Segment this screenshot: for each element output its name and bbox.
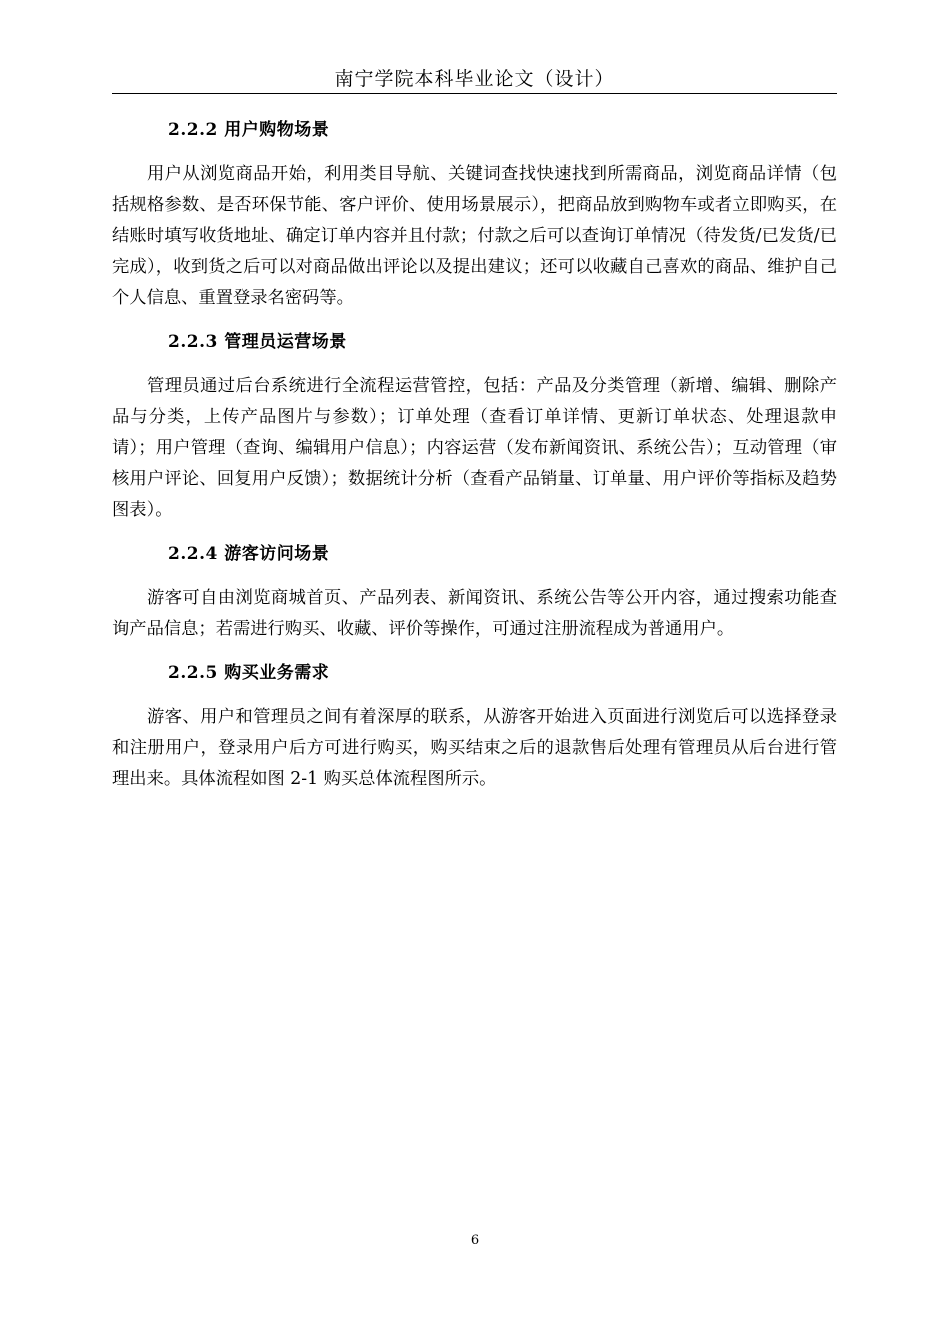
page-header-title: 南宁学院本科毕业论文（设计） [334, 68, 615, 90]
section-paragraph-2-2-4: 游客可自由浏览商城首页、产品列表、新闻资讯、系统公告等公开内容，通过搜索功能查询产品信息；若需进行购买、收藏、评价等操作，可通过注册流程成为普通用户。 [112, 588, 837, 639]
section-heading-2-2-2: 2.2.2 用户购物场景 [168, 120, 330, 140]
section-paragraph-2-2-3: 管理员通过后台系统进行全流程运营管控，包括：产品及分类管理（新增、编辑、删除产品与分类，上传产品图片与参数）；订单处理（查看订单详情、更新订单状态、处理退款申请）；用户管理（查询、编辑用户信息）；内容运营（发布新闻资讯、系统公告）；互动管理（审核用户评论、回复用户反馈）；数据统计分析（查看产品销量、订单量、用户评价等指标及趋势图表）。 [112, 376, 837, 520]
header-rule [112, 93, 837, 94]
document-body [112, 114, 837, 795]
section-paragraph-2-2-2: 用户从浏览商品开始，利用类目导航、关键词查找快速找到所需商品，浏览商品详情（包括规格参数、是否环保节能、客户评价、使用场景展示），把商品放到购物车或者立即购买，在结账时填写收货地址、确定订单内容并且付款；付款之后可以查询订单情况（待发货/已发货/已完成），收到货之后可以对商品做出评论以及提出建议；还可以收藏自己喜欢的商品、维护自己个人信息、重置登录名密码等。 [112, 164, 837, 308]
section-heading-2-2-5: 2.2.5 购买业务需求 [168, 663, 330, 683]
section-heading-2-2-3: 2.2.3 管理员运营场景 [168, 332, 347, 352]
section-heading-2-2-4: 2.2.4 游客访问场景 [168, 544, 330, 564]
page-number: 6 [470, 1233, 480, 1248]
section-paragraph-2-2-5: 游客、用户和管理员之间有着深厚的联系，从游客开始进入页面进行浏览后可以选择登录和注册用户，登录用户后方可进行购买，购买结束之后的退款售后处理有管理员从后台进行管理出来。具体流程如图 2-1 购买总体流程图所示。 [112, 707, 837, 789]
